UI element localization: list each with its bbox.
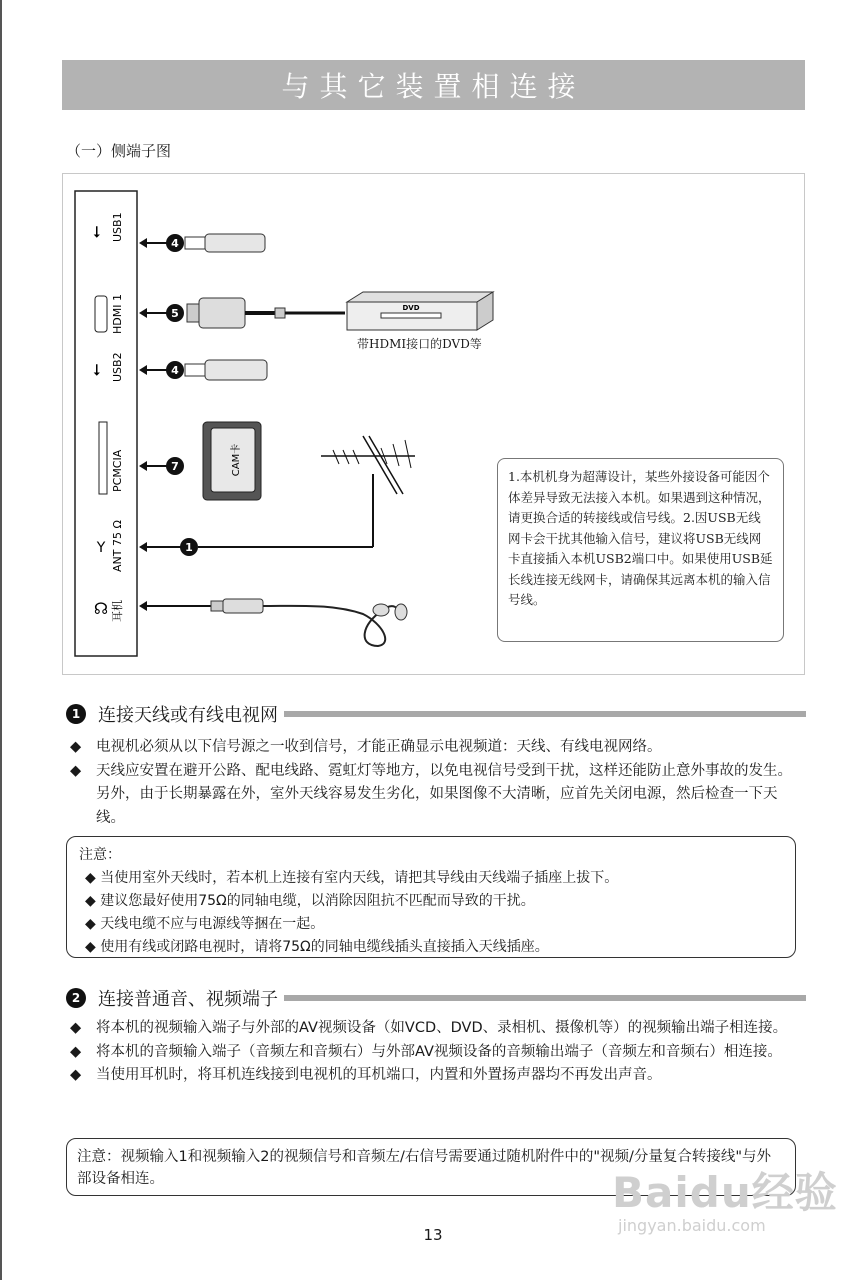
dvd-logo: DVD xyxy=(402,304,420,312)
page-edge xyxy=(0,0,2,1280)
cam-label: CAM卡 xyxy=(231,443,242,477)
section-2-title: 连接普通音、视频端子 xyxy=(98,989,278,1010)
list-item: ◆ 使用有线或闭路电视时，请将75Ω的同轴电缆线插头直接插入天线插座。 xyxy=(85,939,549,955)
section-1-heading xyxy=(66,701,806,727)
headphone-icon: ☊ xyxy=(93,599,109,618)
section-1-rule xyxy=(284,711,806,717)
section-1-bullets xyxy=(70,736,805,830)
dvd-caption: 带HDMI接口的DVD等 xyxy=(357,337,482,351)
list-item: ◆ 天线应安置在避开公路、配电线路、霓虹灯等地方，以免电视信号受到干扰，这样还能防止意外事故的发生。另外，由于长期暴露在外，室外天线容易发生劣化，如果图像不大清晰，应首先关闭电源，然后检查一下天线。 xyxy=(70,760,805,831)
list-item: ◆ 将本机的音频输入端子（音频左和音频右）与外部AV视频设备的音频输出端子（音频左和音频右）相连接。 xyxy=(70,1041,805,1065)
port-label-earphone: 耳机 xyxy=(111,600,124,622)
page-title: 与其它装置相连接 xyxy=(281,70,586,103)
callout-4a: 4 xyxy=(171,237,179,250)
port-label-ant: ANT 75 Ω xyxy=(111,520,124,572)
callout-1: 1 xyxy=(185,541,193,554)
antenna-icon: Y xyxy=(96,540,106,556)
page-number: 13 xyxy=(423,1226,443,1244)
port-label-usb1: USB1 xyxy=(111,212,124,242)
watermark-url: jingyan.baidu.com xyxy=(618,1216,766,1235)
bullet-diamond-icon: ◆ xyxy=(70,762,82,779)
hdmi-port xyxy=(95,292,493,334)
usb-icon: ⭠ xyxy=(86,363,105,377)
bullet-diamond-icon: ◆ xyxy=(70,739,82,755)
diagram-note: 1.本机机身为超薄设计，某些外接设备可能因个体差异导致无法接入本机。如果遇到这种情况，请更换合适的转接线或信号线。2.因USB无线网卡会干扰其他输入信号，建议将USB无线网卡直接插入本机USB2端口中。如果使用USB延长线连接无线网卡，请确保其远离本机的输入信号线。 xyxy=(497,458,784,642)
callout-7: 7 xyxy=(171,460,179,473)
list-item: ◆ 天线电缆不应与电源线等捆在一起。 xyxy=(85,916,325,932)
callout-5: 5 xyxy=(171,307,179,320)
port-label-usb2: USB2 xyxy=(111,352,124,382)
list-item: ◆ 当使用室外天线时，若本机上连接有室内天线，请把其导线由天线端子插座上拔下。 xyxy=(85,870,619,886)
title-bar xyxy=(62,60,805,110)
notice-box-2: 注意：视频输入1和视频输入2的视频信号和音频左/右信号需要通过随机附件中的"视频/分量复合转接线"与外部设备相连。 xyxy=(66,1138,796,1196)
list-item: ◆ 建议您最好使用75Ω的同轴电缆，以消除因阻抗不匹配而导致的干扰。 xyxy=(85,893,535,909)
section-subtitle: （一）侧端子图 xyxy=(66,142,172,160)
earphone-port xyxy=(94,599,407,646)
bullet-diamond-icon: ◆ xyxy=(70,1043,82,1060)
section-1-title: 连接天线或有线电视网 xyxy=(98,705,278,726)
bullet-diamond-icon: ◆ xyxy=(70,1067,82,1083)
list-item: ◆ 将本机的视频输入端子与外部的AV视频设备（如VCD、DVD、录相机、摄像机等）的视频输出端子相连接。 xyxy=(70,1017,805,1041)
notice-box-1 xyxy=(66,836,796,958)
section-2-heading xyxy=(66,985,806,1011)
usb-icon: ⭠ xyxy=(86,225,105,239)
usb2-port xyxy=(86,352,267,382)
section-2-bullets xyxy=(70,1017,805,1088)
port-label-pcmcia: PCMCIA xyxy=(111,449,124,492)
port-label-hdmi: HDMI 1 xyxy=(111,294,124,334)
list-item: ◆ 电视机必须从以下信号源之一收到信号，才能正确显示电视频道：天线、有线电视网络。 xyxy=(70,736,805,760)
list-item: ◆ 当使用耳机时，将耳机连线接到电视机的耳机端口，内置和外置扬声器均不再发出声音。 xyxy=(70,1064,805,1088)
watermark-brand: Baidu经验 xyxy=(612,1168,838,1217)
bullet-diamond-icon: ◆ xyxy=(70,1020,82,1036)
section-2-rule xyxy=(284,995,806,1001)
watermark xyxy=(612,1160,838,1235)
section-1-number: 1 xyxy=(66,704,86,724)
callout-4b: 4 xyxy=(171,364,179,377)
side-terminal-diagram xyxy=(62,173,805,675)
section-2-number: 2 xyxy=(66,988,86,1008)
notice-1-label: 注意： xyxy=(79,847,121,863)
